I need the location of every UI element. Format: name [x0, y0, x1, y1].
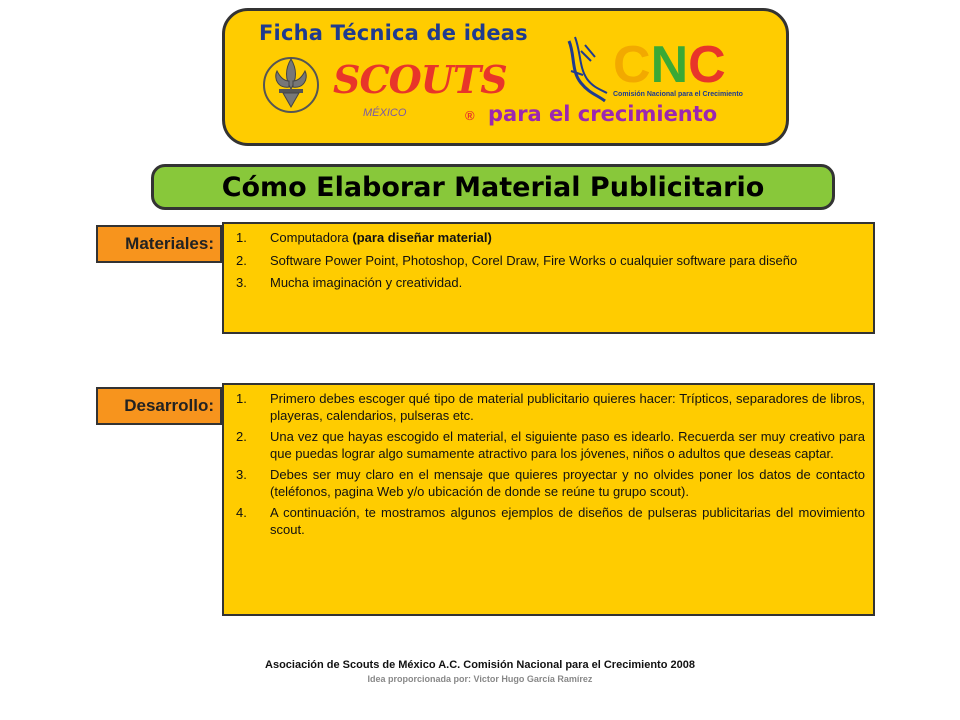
list-item	[234, 230, 865, 247]
registered-mark: ®	[465, 108, 475, 123]
page-title: Cómo Elaborar Material Publicitario	[221, 171, 765, 203]
desarrollo-label: Desarrollo:	[96, 387, 222, 425]
footer-idea-credit: Idea proporcionada por: Victor Hugo García Ramírez	[367, 674, 593, 684]
item-number: 3.	[236, 467, 247, 482]
header-title-top: Ficha Técnica de ideas	[259, 21, 528, 45]
item-text: Una vez que hayas escogido el material, el siguiente paso es idearlo. Recuerda ser muy creativo para que puedas lograr algo sumamente atractivo para los jóvenes, niños o adultos que deseas captar.	[270, 429, 865, 461]
cnc-logo	[613, 35, 726, 95]
item-number: 4.	[236, 505, 247, 520]
cnc-figure-icon	[561, 31, 611, 111]
title-bar	[151, 164, 835, 210]
item-number: 1.	[236, 391, 247, 406]
item-text: Mucha imaginación y creatividad.	[270, 275, 463, 290]
cnc-caption: Comisión Nacional para el Crecimiento	[613, 91, 743, 98]
list-item	[234, 253, 865, 270]
item-text-bold: (para diseñar material)	[348, 230, 492, 245]
list-item	[234, 429, 865, 462]
header-title-bottom: para el crecimiento	[488, 102, 718, 126]
item-number: 2.	[236, 429, 247, 444]
item-number: 3.	[236, 275, 247, 290]
item-text: Software Power Point, Photoshop, Corel Draw, Fire Works o cualquier software para diseño	[270, 252, 798, 268]
cnc-letter-c2: C	[688, 36, 726, 94]
item-number: 1.	[236, 230, 247, 245]
materiales-box	[222, 222, 875, 334]
item-text: A continuación, te mostramos algunos ejemplos de diseños de pulseras publicitarias del movimiento scout.	[270, 505, 865, 537]
materiales-label: Materiales:	[96, 225, 222, 263]
fleur-de-lis-icon	[261, 49, 321, 121]
scouts-sub-text: MÉXICO	[363, 107, 407, 119]
item-text: Computadora	[270, 230, 349, 245]
list-item	[234, 467, 865, 500]
footer-credit: Asociación de Scouts de México A.C. Comisión Nacional para el Crecimiento 2008	[265, 659, 695, 671]
desarrollo-box	[222, 383, 875, 616]
list-item	[234, 505, 865, 538]
list-item	[234, 275, 865, 292]
item-text: Primero debes escoger qué tipo de material publicitario quieres hacer: Trípticos, separadores de libros, playeras, calendarios, pulseras etc.	[270, 391, 865, 423]
cnc-letter-n: N	[650, 36, 689, 94]
header-banner	[222, 8, 789, 146]
item-number: 2.	[236, 252, 247, 268]
scouts-logo: SCOUTS	[333, 57, 507, 102]
item-text: Debes ser muy claro en el mensaje que quieres proyectar y no olvides poner los datos de contacto (teléfonos, pagina Web y/o ubicación de donde se reúne tu grupo scout).	[270, 467, 865, 499]
cnc-letter-c1: C	[613, 36, 651, 94]
list-item	[234, 391, 865, 424]
